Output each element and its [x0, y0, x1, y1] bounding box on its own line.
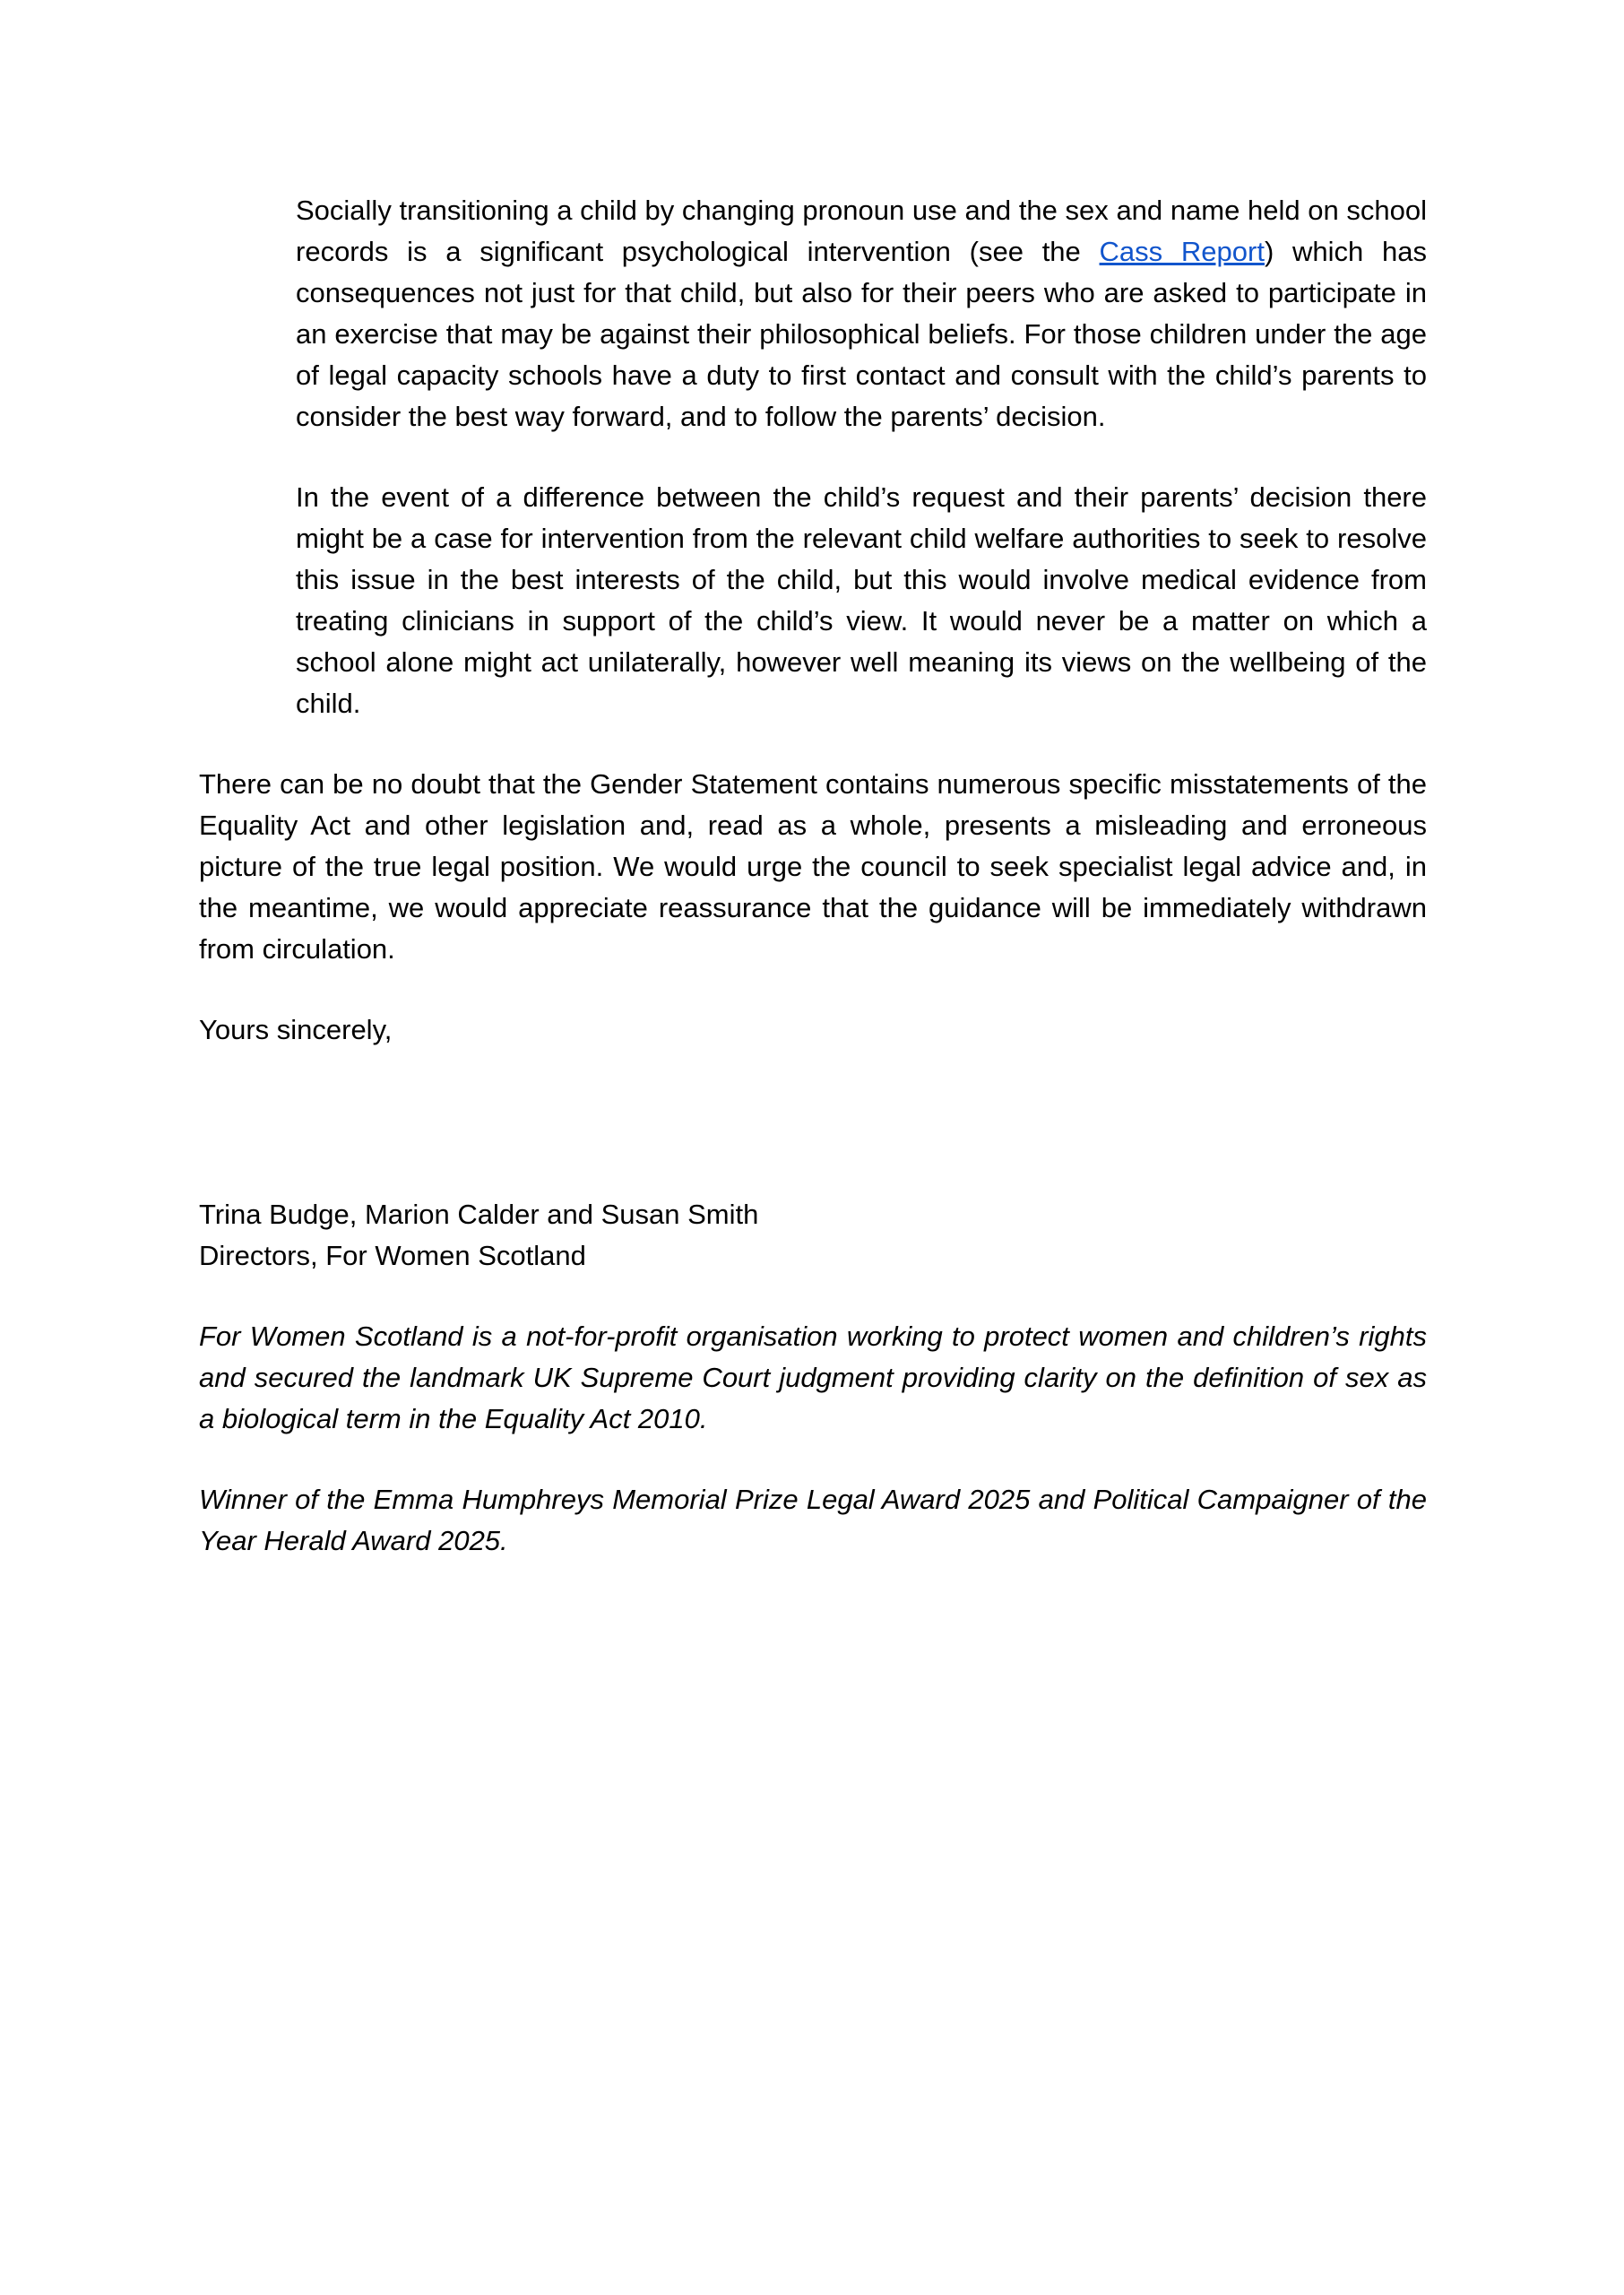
- paragraph-text-before-link: Socially transitioning a child by changing pronoun use and the sex and name held on school records is a significant psychological intervention (see the: [296, 195, 1427, 267]
- footnote-awards: Winner of the Emma Humphreys Memorial Prize Legal Award 2025 and Political Campaigner of the Year Herald Award 2025.: [199, 1484, 1427, 1556]
- paragraph-parental-decision: In the event of a difference between the child’s request and their parents’ decision there might be a case for intervention from the relevant child welfare authorities to seek to resolve this issue in the best interests of the child, but this would involve medical evidence from treating clinicians in support of the child’s view. It would never be a matter on which a school alone might act unilaterally, however well meaning its views on the wellbeing of the child.: [296, 481, 1427, 719]
- signatories-title: Directors, For Women Scotland: [199, 1240, 586, 1271]
- paragraph-social-transitioning: [296, 190, 1427, 437]
- closing-valediction: Yours sincerely,: [199, 1014, 393, 1045]
- footnote-organisation: For Women Scotland is a not-for-profit organisation working to protect women and children’s rights and secured the landmark UK Supreme Court judgment providing clarity on the definition of sex as a biological term in the Equality Act 2010.: [199, 1321, 1427, 1434]
- paragraph-text-after-link: ) which has consequences not just for that child, but also for their peers who are asked to participate in an exercise that may be against their philosophical beliefs. For those children under the age of legal capacity schools have a duty to first contact and consult with the child’s parents to consider the best way forward, and to follow the parents’ decision.: [296, 236, 1427, 432]
- cass-report-link[interactable]: Cass Report: [1099, 236, 1265, 267]
- paragraph-gender-statement: There can be no doubt that the Gender Statement contains numerous specific misstatements of the Equality Act and other legislation and, read as a whole, presents a misleading and erroneous picture of the true legal position. We would urge the council to seek specialist legal advice and, in the meantime, we would appreciate reassurance that the guidance will be immediately withdrawn from circulation.: [199, 768, 1427, 965]
- letter-body: [199, 190, 1427, 1601]
- signatories-names: Trina Budge, Marion Calder and Susan Smith: [199, 1199, 759, 1230]
